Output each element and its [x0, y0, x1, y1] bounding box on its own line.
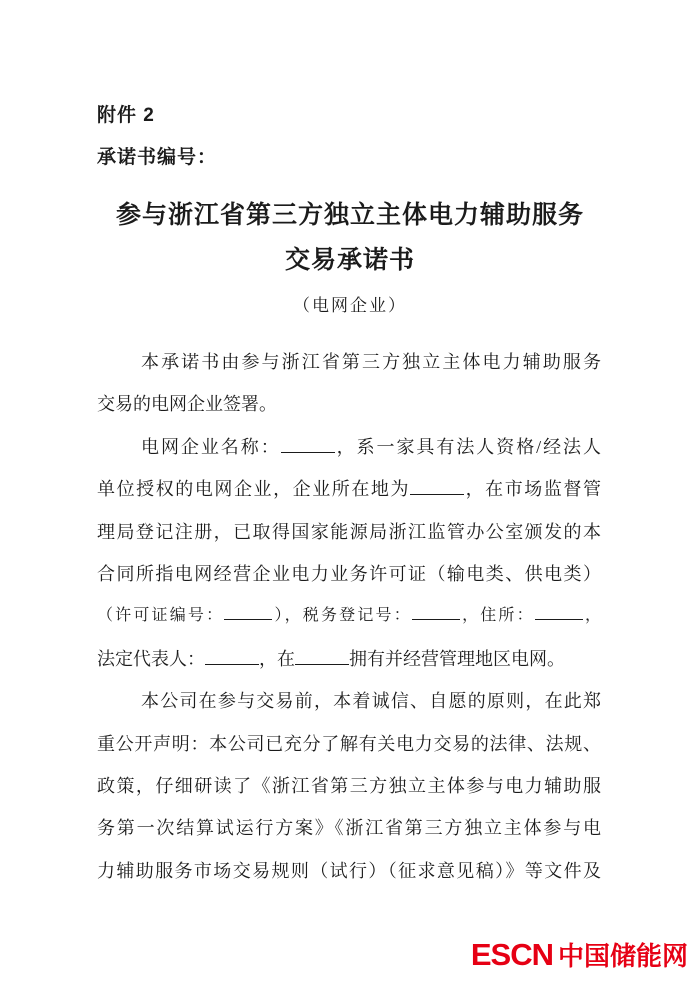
body-line-text: 法定代表人： [97, 648, 205, 669]
body-line-text: ，在市场监督管 [464, 479, 601, 500]
body-line-text: 本公司在参与交易前，本着诚信、自愿的原则，在此郑 [141, 691, 601, 712]
body-line [97, 680, 601, 722]
body-line-text: 政策，仔细研读了《浙江省第三方独立主体参与电力辅助服 [97, 775, 601, 796]
body-line-text: 力辅助服务市场交易规则（试行）（征求意见稿）》等文件及 [97, 860, 601, 881]
blank-field [410, 477, 464, 495]
document-title [50, 193, 650, 283]
body-line-text: 电网企业名称： [141, 436, 281, 457]
body-line-text: 合同所指电网经营企业电力业务许可证（输电类、供电类） [97, 563, 601, 584]
blank-field [295, 647, 349, 665]
body-line [97, 638, 601, 680]
body-line-text: ，住所： [459, 607, 535, 625]
blank-field [224, 604, 272, 620]
body-line-text: ，系一家具有法人资格/经法人 [334, 436, 601, 457]
body-line-text: 理局登记注册，已取得国家能源局浙江监管办公室颁发的本 [97, 521, 601, 542]
escn-watermark [471, 936, 688, 973]
body-line [97, 765, 601, 807]
body-line [97, 468, 601, 510]
body-line [97, 341, 601, 383]
body-line-text: ， [582, 607, 601, 625]
body-line [97, 511, 601, 553]
document-body [97, 341, 601, 892]
body-line [97, 383, 601, 425]
body-line-text: 交易的电网企业签署。 [97, 394, 277, 415]
body-line-text: 本承诺书由参与浙江省第三方独立主体电力辅助服务 [141, 352, 601, 372]
body-line-text: 重公开声明：本公司已充分了解有关电力交易的法律、法规、 [97, 733, 601, 754]
body-line [97, 426, 601, 468]
document-title-line-2: 交易承诺书 [284, 247, 415, 274]
escn-logo-chinese: 中国储能网 [557, 941, 688, 971]
blank-field [412, 604, 460, 620]
blank-field [205, 647, 259, 665]
body-line [97, 723, 601, 765]
body-line-text: （许可证编号： [97, 607, 225, 625]
attachment-label: 附件 2 [97, 105, 155, 126]
blank-field [281, 435, 335, 453]
body-line-text: ，在 [259, 648, 295, 669]
body-line [97, 807, 601, 849]
body-line-text: 务第一次结算试运行方案》《浙江省第三方独立主体参与电 [97, 818, 601, 839]
body-line [97, 553, 601, 595]
body-line [97, 850, 601, 892]
body-line-text: 单位授权的电网企业，企业所在地为 [97, 479, 411, 500]
body-line-text: 拥有并经营管理地区电网。 [349, 648, 565, 669]
body-line [97, 595, 601, 637]
document-subtitle: （电网企业） [293, 296, 407, 315]
doc-number-label: 承诺书编号： [97, 147, 218, 168]
blank-field [535, 604, 583, 620]
escn-logo-text: ESCN [470, 937, 553, 972]
document-title-line-1: 参与浙江省第三方独立主体电力辅助服务 [115, 202, 584, 229]
body-line-text: ），税务登记号： [272, 607, 412, 625]
